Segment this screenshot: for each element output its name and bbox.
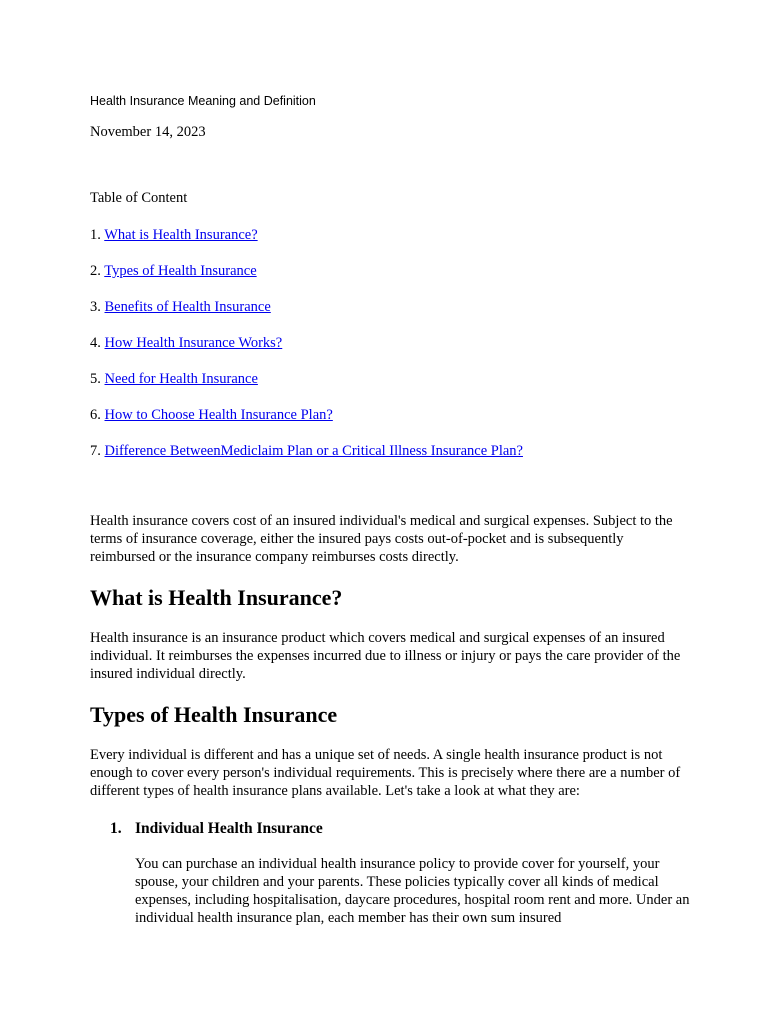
types-paragraph: Every individual is different and has a unique set of needs. A single health insurance product is not enough to cover every person's individual requirements. This is precisely where there are a number of different types of health insurance plans available. Let's take a look at what they are: xyxy=(90,747,681,799)
toc-item xyxy=(90,298,523,334)
list-item-title: Individual Health Insurance xyxy=(135,820,323,837)
toc-item xyxy=(90,226,523,262)
individual-insurance-paragraph: You can purchase an individual health insurance policy to provide cover for yourself, your spouse, your children and your parents. These policies typically cover all kinds of medical expenses, including hospitalisation, daycare procedures, hospital room rent and more. Under an individual health insurance plan, each member has their own sum insured xyxy=(135,856,690,926)
list-item-individual-insurance xyxy=(110,819,323,838)
toc-list xyxy=(90,226,523,478)
document-title: Health Insurance Meaning and Definition xyxy=(90,94,316,108)
toc-link-need[interactable]: Need for Health Insurance xyxy=(104,371,258,387)
list-item-number: 1. xyxy=(110,820,122,837)
section-heading-what-is: What is Health Insurance? xyxy=(90,585,343,610)
toc-link-benefits[interactable]: Benefits of Health Insurance xyxy=(104,299,271,315)
intro-paragraph: Health insurance covers cost of an insured individual's medical and surgical expenses. Subject to the terms of insurance coverage, either the insured pays costs out-of-pocket and is subsequently reimbursed or the insurance company reimburses costs directly. xyxy=(90,513,673,565)
toc-item xyxy=(90,406,523,442)
toc-item xyxy=(90,262,523,298)
toc-item-number: 5. xyxy=(90,371,101,387)
toc-link-difference[interactable]: Difference BetweenMediclaim Plan or a Critical Illness Insurance Plan? xyxy=(104,443,523,459)
what-is-paragraph: Health insurance is an insurance product which covers medical and surgical expenses of an insured individual. It reimburses the expenses incurred due to illness or injury or pays the care provider of the insured individual directly. xyxy=(90,630,681,682)
toc-item-number: 6. xyxy=(90,407,101,423)
toc-item-number: 2. xyxy=(90,263,101,279)
toc-item-number: 7. xyxy=(90,443,101,459)
toc-link-what-is[interactable]: What is Health Insurance? xyxy=(104,227,258,243)
toc-heading: Table of Content xyxy=(90,190,188,206)
toc-link-choose-plan[interactable]: How to Choose Health Insurance Plan? xyxy=(104,407,333,423)
toc-item-number: 1. xyxy=(90,227,101,243)
toc-item xyxy=(90,370,523,406)
section-heading-types: Types of Health Insurance xyxy=(90,702,338,727)
toc-item xyxy=(90,442,523,478)
toc-item-number: 4. xyxy=(90,335,101,351)
toc-item xyxy=(90,334,523,370)
toc-link-types[interactable]: Types of Health Insurance xyxy=(104,263,257,279)
document-date: November 14, 2023 xyxy=(90,124,206,140)
toc-link-how-works[interactable]: How Health Insurance Works? xyxy=(104,335,283,351)
toc-item-number: 3. xyxy=(90,299,101,315)
